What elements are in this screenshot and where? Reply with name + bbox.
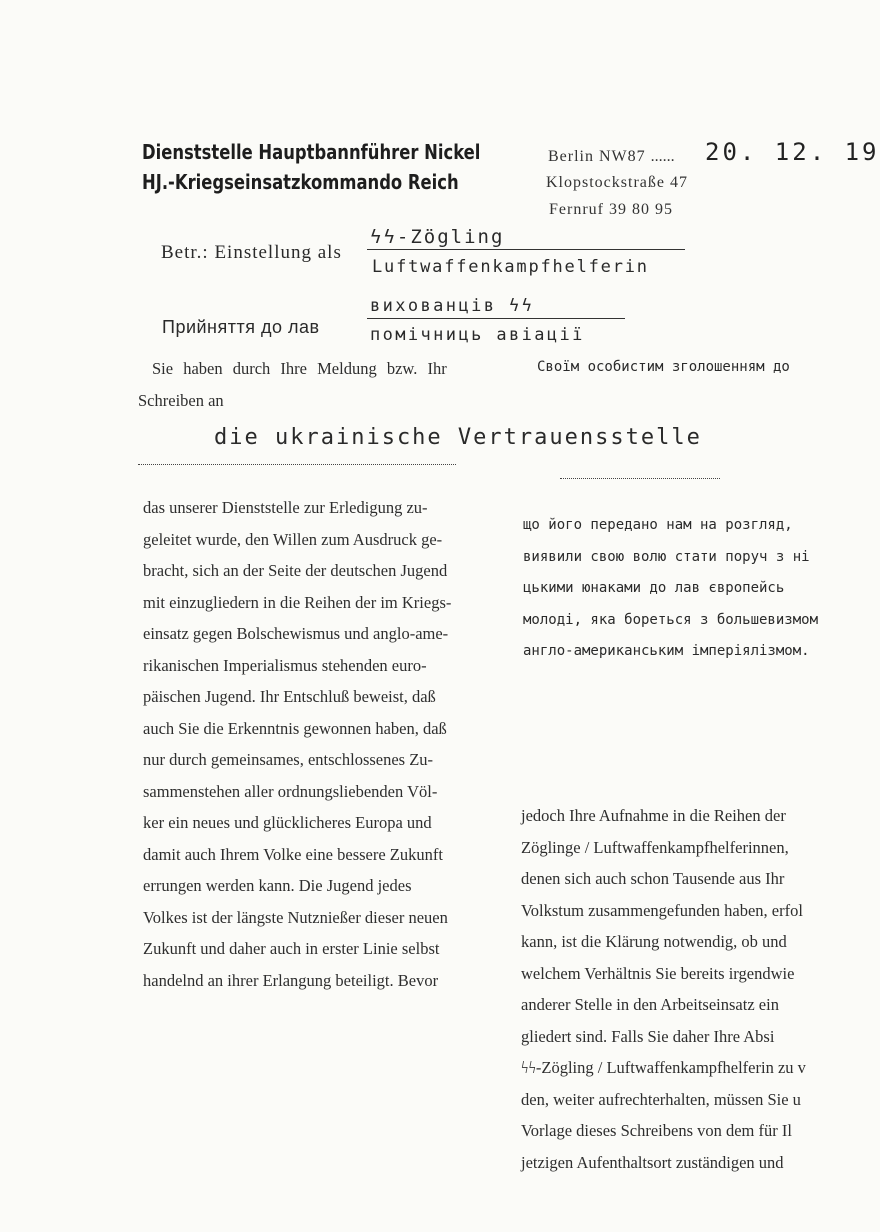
subject-line2-de: Luftwaffenkampfhelferin: [372, 257, 649, 277]
german-column-left: [143, 492, 500, 996]
text-line: що його передано нам на розгляд,: [523, 517, 793, 533]
text-line: Volkes ist der längste Nutznießer dieser neuen: [143, 907, 448, 927]
text-line: англо-американським імперіялізмом.: [523, 643, 810, 659]
intro-de-line1: Sie haben durch Ihre Meldung bzw. Ihr: [152, 359, 447, 378]
date: 20. 12. 19: [705, 138, 880, 166]
text-line: nur durch gemeinsames, entschlossenes Zu-: [143, 750, 434, 769]
text-line: welchem Verhältnis Sie bereits irgendwie: [521, 963, 795, 983]
text-line: das unserer Dienststelle zur Erledigung zu-: [143, 498, 428, 517]
city-line: Berlin NW87 ......: [548, 148, 675, 165]
intro-de-line2: Schreiben an: [138, 391, 224, 410]
subject-label-de: Betr.: Einstellung als: [161, 242, 342, 263]
text-line: виявили свою волю стати поруч з ні: [523, 548, 810, 565]
text-line: sammenstehen aller ordnungsliebenden Völ-: [143, 781, 438, 801]
text-line: Vorlage dieses Schreibens von dem für Il: [521, 1121, 792, 1140]
text-line: цькими юнаками до лав європейсь: [523, 580, 785, 596]
subject-line1-ua: вихованців ϟϟ: [370, 296, 535, 316]
text-line: mit einzugliedern in die Reihen der im Kriegs-: [143, 592, 452, 612]
text-line: einsatz gegen Bolschewismus und anglo-ame-: [143, 624, 449, 643]
text-line: päischen Jugend. Ihr Entschluß beweist, daß: [143, 687, 436, 706]
city: Berlin NW87: [548, 148, 646, 165]
text-line: gliedert sind. Falls Sie daher Ihre Absi: [521, 1026, 775, 1046]
text-line: ϟϟ-Zögling / Luftwaffenkampfhelferin zu v: [521, 1058, 806, 1077]
office-subtitle: HJ.-Kriegseinsatzkommando Reich: [142, 170, 459, 194]
intro-ua-line1: Своїм особистим зголошенням до: [537, 359, 790, 375]
text-line: denen sich auch schon Tausende aus Ihr: [521, 869, 785, 888]
subject-divider-de: [367, 249, 685, 250]
recipient-typed: die ukrainische Vertrauensstelle: [214, 425, 702, 450]
text-line: Volkstum zusammengefunden haben, erfol: [521, 900, 803, 920]
text-line: jetzigen Aufenthaltsort zuständigen und: [521, 1152, 784, 1172]
phone-number: Fernruf 39 80 95: [549, 201, 673, 218]
office-name: Dienststelle Hauptbannführer Nickel: [142, 140, 481, 164]
text-line: den, weiter aufrechterhalten, müssen Sie u: [521, 1089, 801, 1109]
street-address: Klopstockstraße 47: [546, 174, 688, 191]
text-line: geleitet wurde, den Willen zum Ausdruck ge-: [143, 529, 443, 549]
text-line: auch Sie die Erkenntnis gewonnen haben, daß: [143, 718, 447, 738]
dotted-rule-right: [560, 478, 720, 479]
text-line: молоді, яка бореться з большевизмом: [523, 611, 819, 628]
german-column-right: [521, 800, 855, 1178]
text-line: bracht, sich an der Seite der deutschen Jugend: [143, 561, 448, 580]
text-line: jedoch Ihre Aufnahme in die Reihen der: [521, 806, 786, 825]
text-line: kann, ist die Klärung notwendig, ob und: [521, 932, 787, 951]
subject-divider-ua: [367, 318, 625, 319]
text-line: anderer Stelle in den Arbeitseinsatz ein: [521, 995, 779, 1014]
text-line: rikanischen Imperialismus stehenden euro-: [143, 655, 427, 675]
text-line: damit auch Ihrem Volke eine bessere Zukunft: [143, 844, 443, 864]
text-line: handelnd an ihrer Erlangung beteiligt. Bevor: [143, 970, 439, 990]
dotted-rule-left: [138, 464, 456, 465]
subject-line2-ua: помічниць авіації: [370, 325, 585, 345]
ukrainian-column: [523, 510, 855, 668]
text-line: Zöglinge / Luftwaffenkampfhelferinnen,: [521, 837, 789, 857]
subject-label-ua: Прийняття до лав: [162, 317, 320, 337]
text-line: ker ein neues und glücklicheres Europa und: [143, 813, 432, 832]
text-line: Zukunft und daher auch in erster Linie selbst: [143, 939, 440, 958]
subject-line1-de: ϟϟ-Zögling: [370, 226, 505, 248]
text-line: errungen werden kann. Die Jugend jedes: [143, 876, 412, 895]
